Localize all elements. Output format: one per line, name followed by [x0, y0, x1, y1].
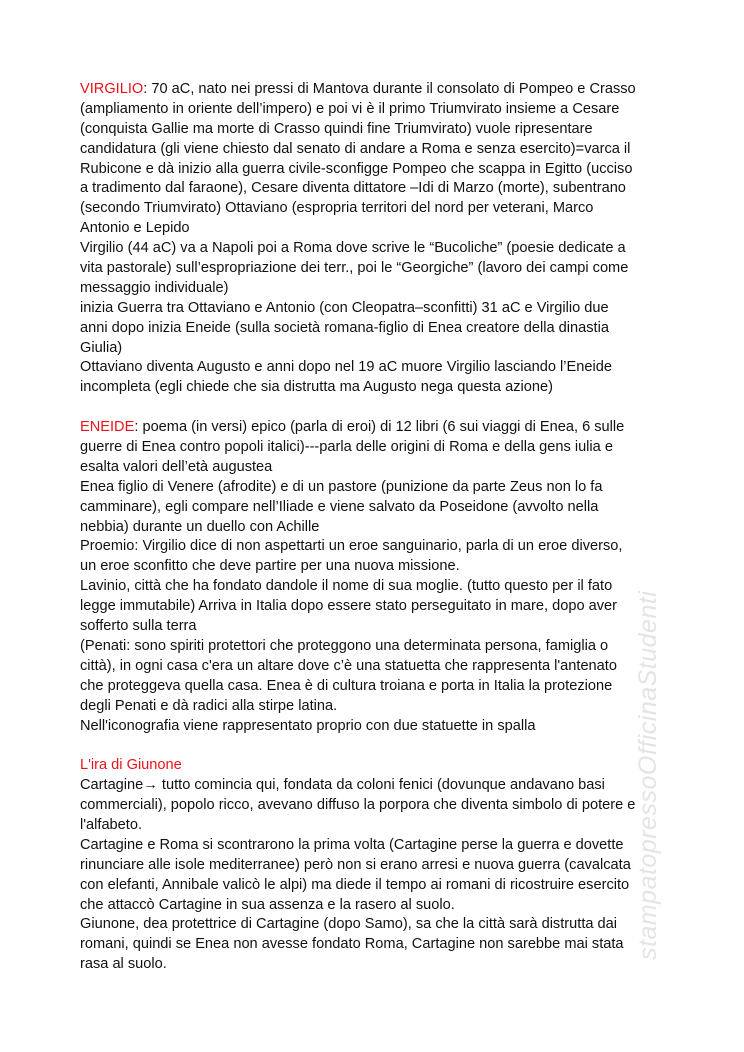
text-line: Lavinio, città che ha fondato dandole il nome di sua moglie. (tutto questo per il fato — [80, 578, 613, 595]
text-line: l'alfabeto. — [80, 816, 143, 833]
text-line: camminare), egli compare nell’Iliade e viene salvato da Poseidone (avvolto nella — [80, 498, 599, 515]
section-heading: L'ira di Giunone — [80, 757, 182, 774]
text-line: che proteggeva quella casa. Enea è di cultura troiana e porta in Italia la protezione — [80, 677, 613, 694]
text-line: Giunone, dea protettrice di Cartagine (dopo Samo), sa che la città sarà distrutta dai — [80, 916, 618, 933]
watermark: stampatopressoOfficinaStudenti — [634, 590, 662, 960]
text-line: Giulia) — [80, 339, 123, 356]
text-line: esalta valori dell’età augustea — [80, 458, 273, 475]
blank-line — [80, 398, 636, 418]
text-line: messaggio individuale) — [80, 279, 229, 296]
text-line: Cartagine e Roma si scontrarono la prima volta (Cartagine perse la guerra e dovette — [80, 836, 624, 853]
text-line: Proemio: Virgilio dice di non aspettarti un eroe sanguinario, parla di un eroe diverso, — [80, 538, 623, 555]
section-3 — [80, 756, 636, 975]
text-line: un eroe sconfitto che deve partire per una nuova missione. — [80, 558, 460, 575]
section-1 — [80, 80, 636, 398]
section-2 — [80, 418, 636, 736]
text-line: Rubicone e dà inizio alla guerra civile-sconfigge Pompeo che scappa in Egitto (ucciso — [80, 160, 633, 177]
document-page — [80, 80, 636, 975]
text-line: (ampliamento in oriente dell’impero) e poi vi è il primo Triumvirato insieme a Cesare — [80, 100, 620, 117]
text-line: Cartagine→ tutto comincia qui, fondata da coloni fenici (dovunque andavano basi — [80, 777, 605, 794]
text-line: vita pastorale) sull’espropriazione dei terr., poi le “Georgiche” (lavoro dei campi come — [80, 260, 629, 277]
text-line: incompleta (egli chiede che sia distrutta ma Augusto nega questa azione) — [80, 379, 553, 396]
text-line: Enea figlio di Venere (afrodite) e di un pastore (punizione da parte Zeus non lo fa — [80, 478, 603, 495]
text-line: rasa al suolo. — [80, 956, 167, 973]
text-line: (conquista Gallie ma morte di Crasso quindi fine Triumvirato) vuole ripresentare — [80, 120, 593, 137]
section-heading-line — [80, 418, 636, 438]
text-line: Nell'iconografia viene rappresentato proprio con due statuette in spalla — [80, 717, 536, 734]
text-line: che attaccò Cartagine in sua assenza e la rasero al suolo. — [80, 896, 455, 913]
text-line: commerciali), popolo ricco, avevano diffuso la porpora che diventa simbolo di potere e — [80, 797, 636, 814]
text-line: (secondo Triumvirato) Ottaviano (espropria territori del nord per veterani, Marco — [80, 200, 594, 217]
section-heading-line — [80, 80, 636, 100]
text-line: rinunciare alle isole mediterranee) però non si erano arresi e nuova guerra (cavalcata — [80, 856, 631, 873]
text-line: anni dopo inizia Eneide (sulla società romana-figlio di Enea creatore della dinastia — [80, 319, 609, 336]
text-line: guerre di Enea contro popoli italici)---parla delle origini di Roma e della gens iulia e — [80, 439, 613, 456]
text-line: Ottaviano diventa Augusto e anni dopo nel 19 aC muore Virgilio lasciando l’Eneide — [80, 359, 612, 376]
text-line: sofferto sulla terra — [80, 618, 197, 635]
text-line: degli Penati e dà radici alla stirpe latina. — [80, 697, 338, 714]
text-line: città), in ogni casa c'era un altare dove c’è una statuetta che rappresenta l'antenato — [80, 657, 617, 674]
text-line-rest: : poema (in versi) epico (parla di eroi) di 12 libri (6 sui viaggi di Enea, 6 sulle — [134, 419, 625, 436]
section-heading-line — [80, 756, 636, 776]
section-heading: VIRGILIO — [80, 81, 144, 97]
text-line: inizia Guerra tra Ottaviano e Antonio (con Cleopatra–sconfitti) 31 aC e Virgilio due — [80, 299, 609, 316]
text-line: candidatura (gli viene chiesto dal senato di andare a Roma e senza esercito)=varca il — [80, 140, 631, 157]
text-line: Virgilio (44 aC) va a Napoli poi a Roma dove scrive le “Bucoliche” (poesie dedicate a — [80, 240, 626, 257]
text-line-rest: : 70 aC, nato nei pressi di Mantova durante il consolato di Pompeo e Crasso — [143, 81, 636, 97]
text-line: legge immutabile) Arriva in Italia dopo essere stato perseguitato in mare, dopo aver — [80, 598, 618, 615]
text-line: (Penati: sono spiriti protettori che proteggono una determinata persona, famiglia o — [80, 637, 609, 654]
text-line: con elefanti, Annibale valicò le alpi) ma diede il tempo ai romani di ricostruire esercito — [80, 876, 630, 893]
text-line: Antonio e Lepido — [80, 220, 190, 237]
text-line: nebbia) durante un duello con Achille — [80, 518, 320, 535]
blank-line — [80, 736, 636, 756]
section-heading: ENEIDE — [80, 419, 135, 436]
text-line: a tradimento dal faraone), Cesare diventa dittatore –Idi di Marzo (morte), subentrano — [80, 180, 626, 197]
text-line: romani, quindi se Enea non avesse fondato Roma, Cartagine non sarebbe mai stata — [80, 936, 624, 953]
